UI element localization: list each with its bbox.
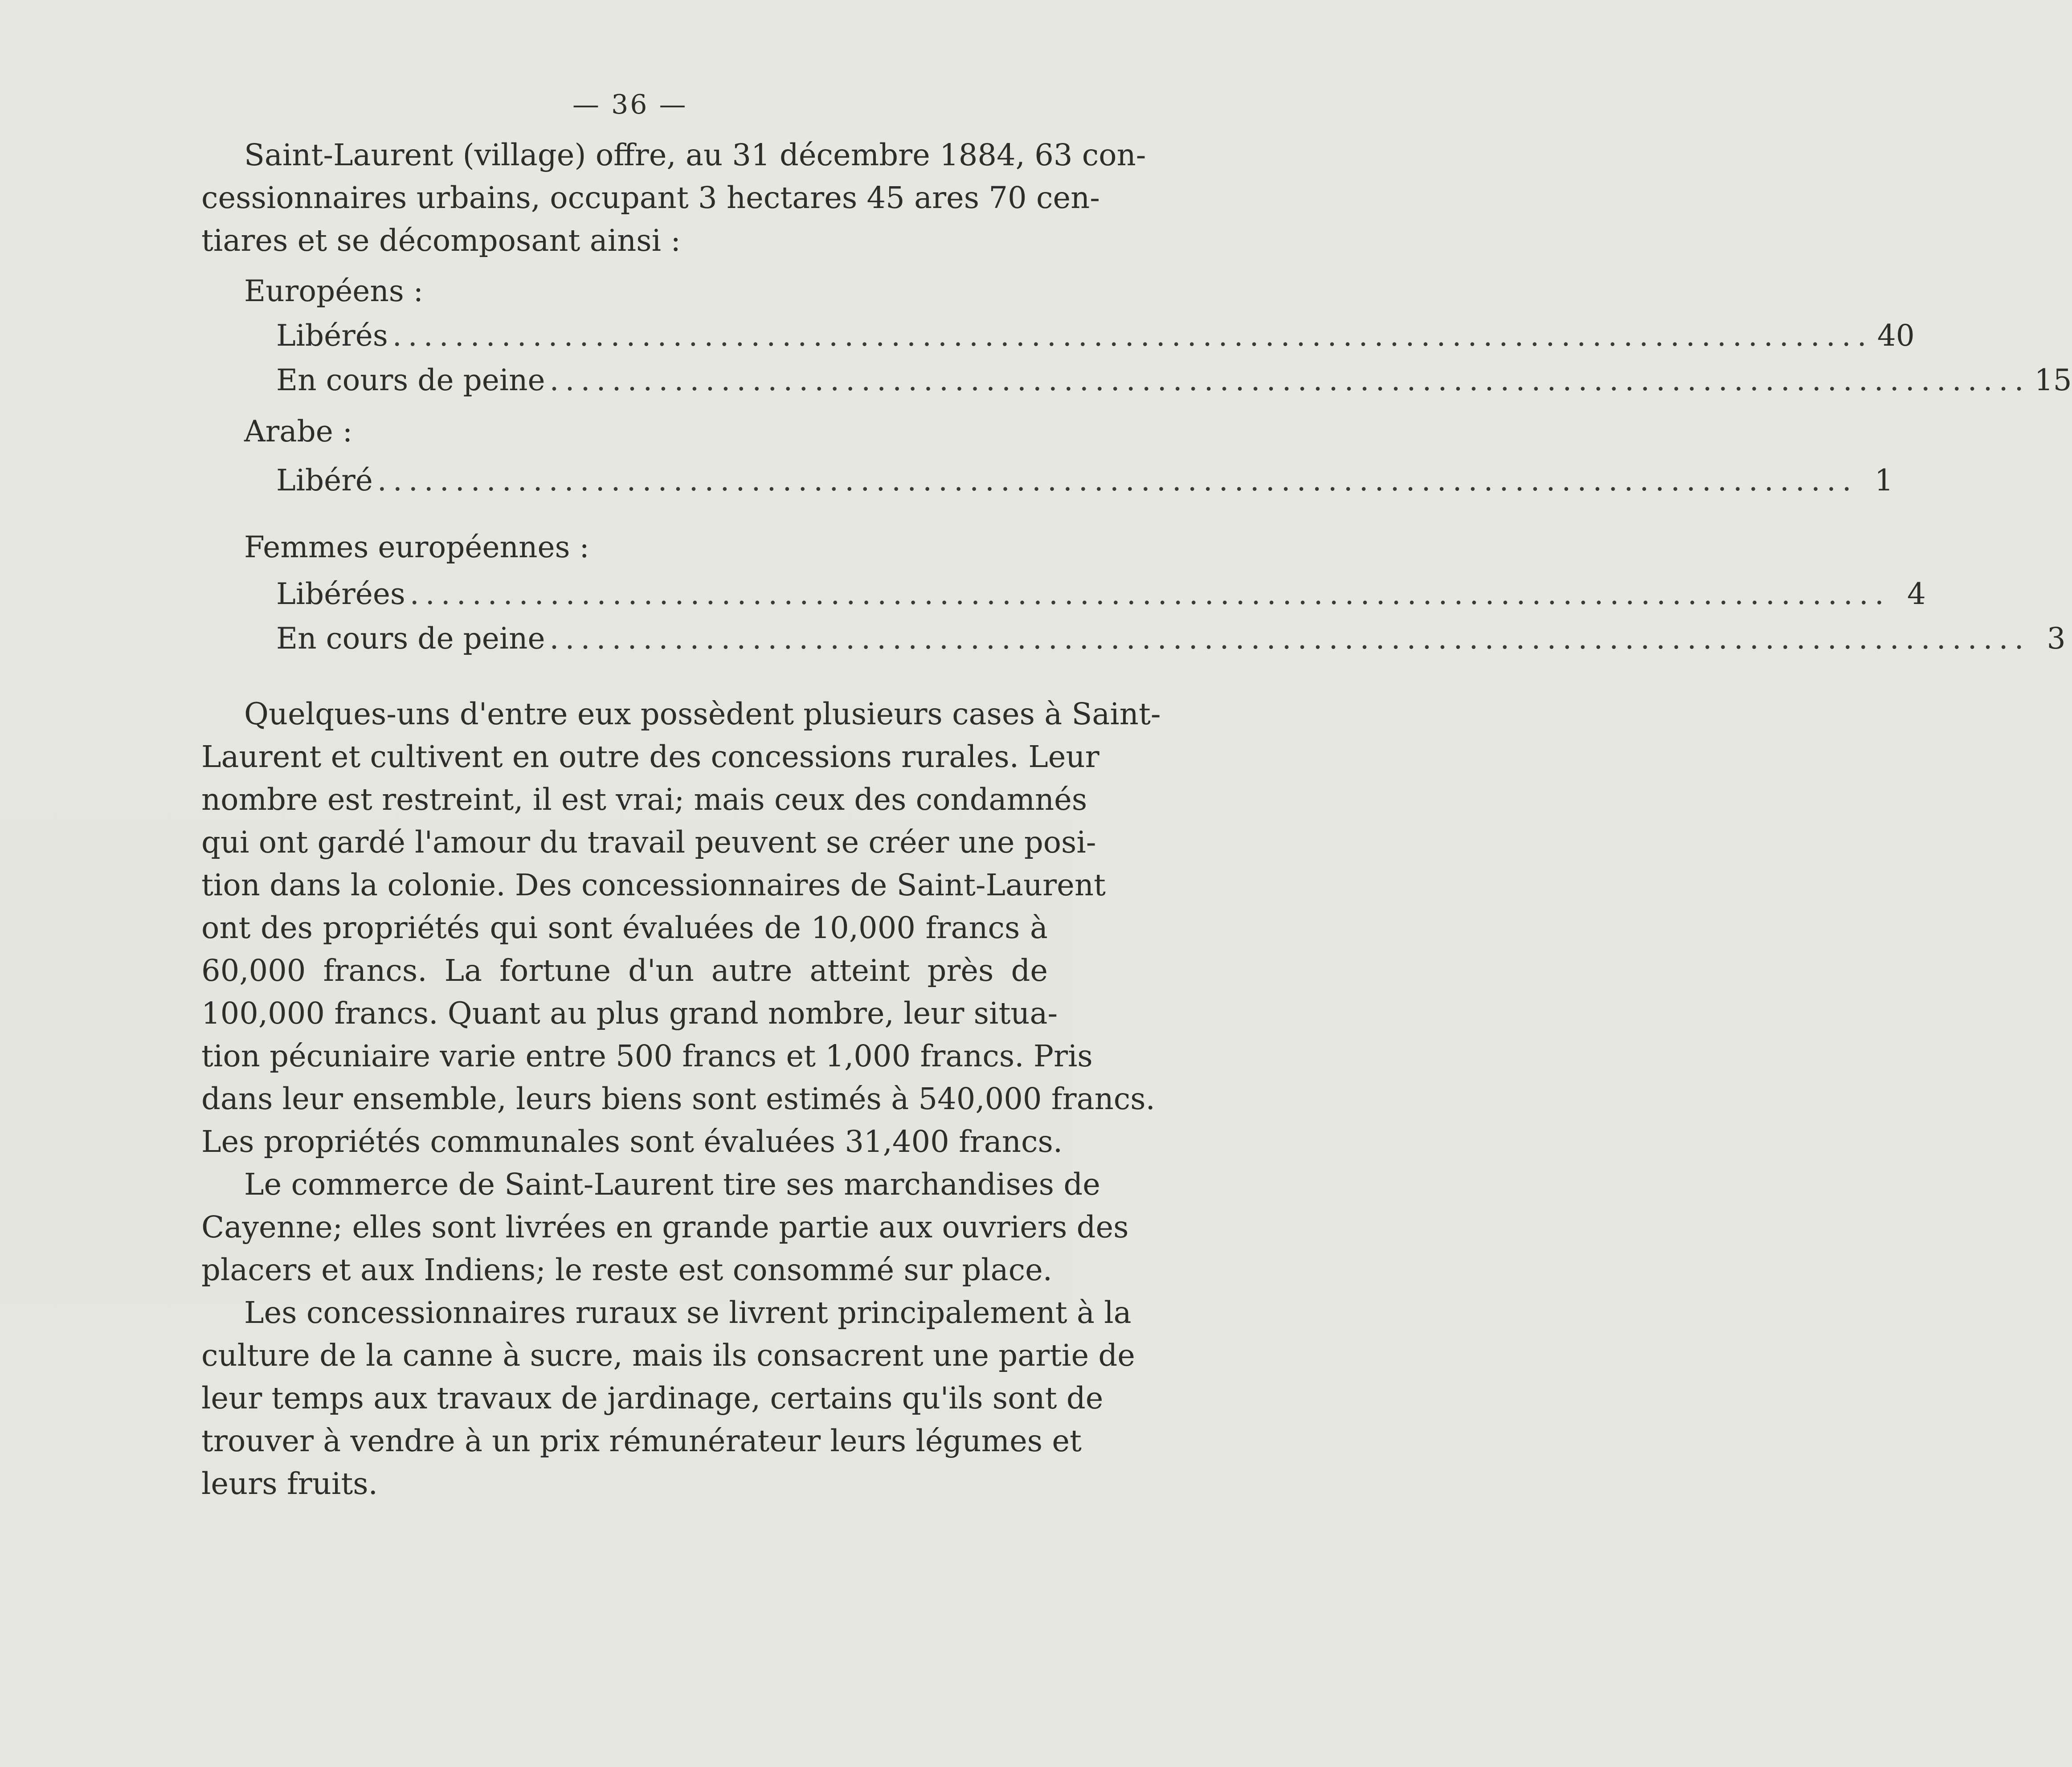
text-line: dans leur ensemble, leurs biens sont estimés à 540,000 francs. — [201, 1081, 1155, 1116]
row-label: Libérées — [276, 577, 405, 611]
text-line: trouver à vendre à un prix rémunérateur leurs légumes et — [201, 1424, 1082, 1458]
row-label: Libéré — [276, 463, 373, 498]
row-value: 15 — [2034, 363, 2072, 397]
text-line: leurs fruits. — [201, 1466, 378, 1501]
paragraph-commerce — [201, 1163, 1129, 1291]
table-row — [276, 577, 1926, 617]
text-line: Cayenne; elles sont livrées en grande partie aux ouvriers des — [201, 1210, 1129, 1245]
paragraph-concessionnaires — [201, 693, 1161, 1163]
row-label: En cours de peine — [276, 363, 545, 397]
page-number: — 36 — — [572, 89, 688, 120]
table-row — [276, 463, 1893, 503]
group-title-europeens: Européens : — [244, 274, 423, 308]
text-line: qui ont gardé l'amour du travail peuvent se créer une posi- — [201, 825, 1096, 860]
intro-paragraph — [201, 134, 1146, 262]
text-line: Laurent et cultivent en outre des concessions rurales. Leur — [201, 739, 1099, 774]
group-title-femmes-europeennes: Femmes européennes : — [244, 530, 589, 564]
table-row — [276, 621, 2066, 661]
text-line: nombre est restreint, il est vrai; mais ceux des condamnés — [201, 782, 1087, 817]
paragraph-concessionnaires-ruraux — [201, 1291, 1135, 1505]
text-line: Le commerce de Saint-Laurent tire ses marchandises de — [244, 1167, 1100, 1202]
table-row — [276, 363, 2072, 403]
text-line: 100,000 francs. Quant au plus grand nombre, leur situa- — [201, 996, 1058, 1031]
text-line: tiares et se décomposant ainsi : — [201, 223, 681, 258]
text-line: 60,000 francs. La fortune d'un autre atteint près de — [201, 953, 1048, 988]
row-value: 3 — [2047, 621, 2066, 656]
table-row — [276, 318, 1915, 359]
group-title-arabe: Arabe : — [244, 414, 353, 449]
leader-dots: ............................................................................................... — [392, 318, 1873, 353]
leader-dots: ............................................................................................... — [549, 621, 2030, 656]
row-value: 4 — [1907, 577, 1926, 611]
text-line: cessionnaires urbains, occupant 3 hectares 45 ares 70 cen- — [201, 180, 1100, 215]
text-line: Les propriétés communales sont évaluées 31,400 francs. — [201, 1124, 1063, 1159]
text-line: culture de la canne à sucre, mais ils consacrent une partie de — [201, 1338, 1135, 1373]
leader-dots: ............................................................................................... — [549, 363, 2030, 397]
row-label: Libérés — [276, 318, 388, 353]
text-line: tion pécuniaire varie entre 500 francs et 1,000 francs. Pris — [201, 1039, 1093, 1073]
text-line: Les concessionnaires ruraux se livrent principalement à la — [244, 1295, 1132, 1330]
text-line: Quelques-uns d'entre eux possèdent plusieurs cases à Saint- — [244, 697, 1161, 731]
row-label: En cours de peine — [276, 621, 545, 656]
leader-dots: ............................................................................................... — [377, 463, 1858, 498]
row-value: 40 — [1877, 318, 1915, 353]
row-value: 1 — [1874, 463, 1893, 498]
text-line: Saint-Laurent (village) offre, au 31 décembre 1884, 63 con- — [244, 138, 1146, 172]
text-line: tion dans la colonie. Des concessionnaires de Saint-Laurent — [201, 868, 1106, 902]
text-line: ont des propriétés qui sont évaluées de 10,000 francs à — [201, 910, 1048, 945]
text-line: placers et aux Indiens; le reste est consommé sur place. — [201, 1253, 1053, 1287]
leader-dots: ............................................................................................... — [409, 577, 1890, 611]
text-line: leur temps aux travaux de jardinage, certains qu'ils sont de — [201, 1381, 1103, 1416]
